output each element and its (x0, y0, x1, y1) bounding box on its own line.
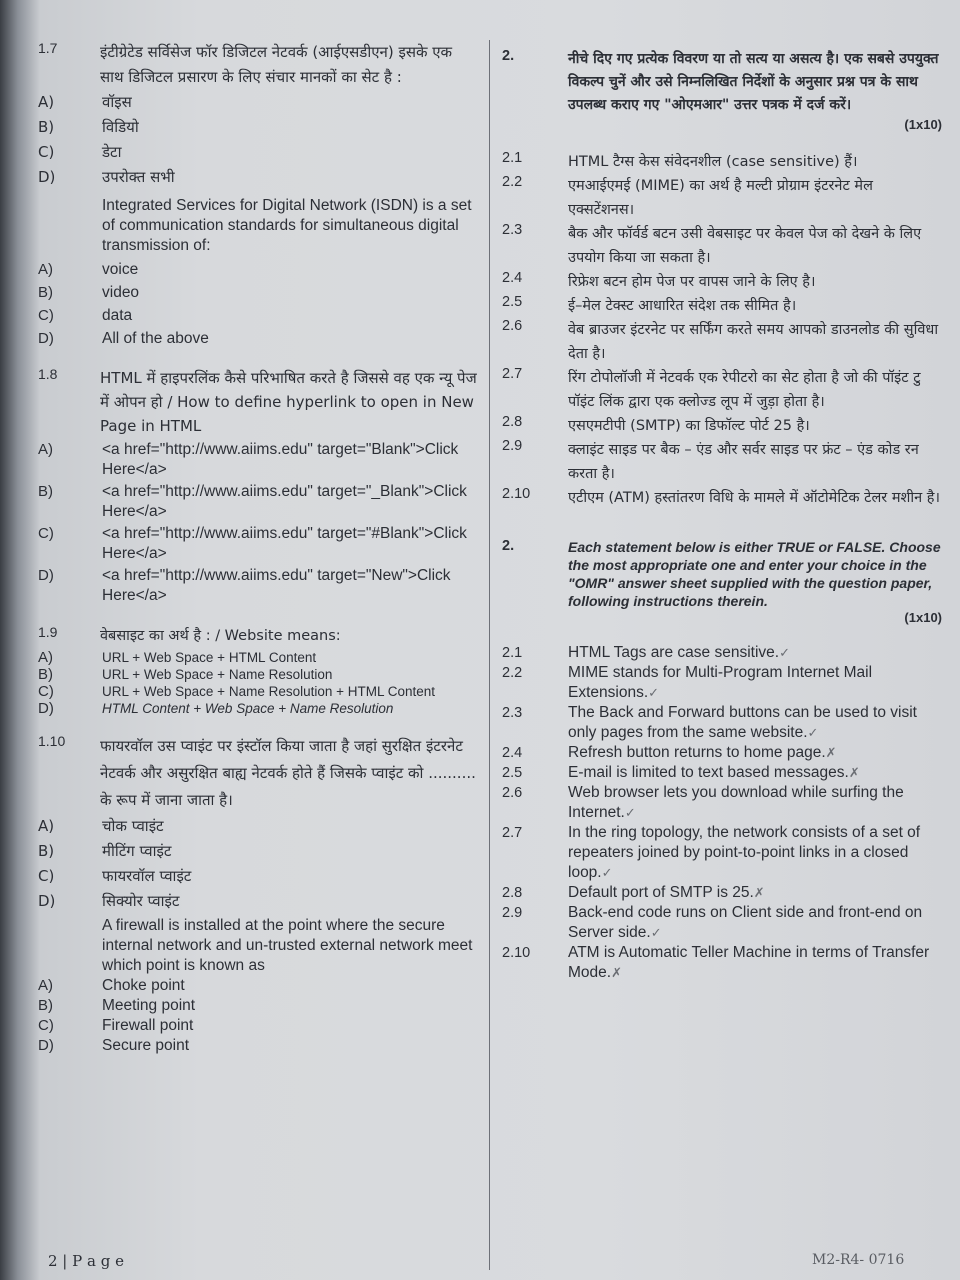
option: C) URL + Web Space + Name Resolution + HTML Content (38, 683, 436, 700)
question-number: 1.9 (38, 624, 58, 640)
section-instruction: नीचे दिए गए प्रत्येक विवरण या तो सत्य या असत्य है। एक सबसे उपयुक्त विकल्प चुनें और उसे निम्नलिखित निर्देशों के अनुसार प्रश्न पत्र के साथ उपलब्ध कराए गए "ओएमआर" उत्तर पत्रक में दर्ज करें। (568, 51, 939, 113)
section-number: 2. (502, 48, 515, 64)
cross-mark-icon: ✗ (848, 765, 860, 780)
option: C) <a href="http://www.aiims.edu" target="#Blank">Click Here</a> (38, 525, 467, 562)
statement-list (502, 643, 942, 983)
check-mark-icon: ✓ (779, 645, 790, 660)
statement: 2.3 बैक और फॉर्वर्ड बटन उसी वेबसाइट पर केवल पेज को देखने के लिए उपयोग किया जा सकता है। (502, 222, 922, 266)
cross-mark-icon: ✗ (753, 885, 765, 900)
option: C) डेटा (38, 143, 122, 161)
statement: 2.10 एटीएम (ATM) हस्तांतरण विधि के मामले में ऑटोमेटिक टेलर मशीन है। (502, 486, 940, 506)
option: C) data (38, 307, 133, 324)
option: A) चोक प्वाइंट (38, 817, 164, 835)
option: B) Meeting point (38, 997, 196, 1014)
statement: 2.8 एसएमटीपी (SMTP) का डिफॉल्ट पोर्ट 25 है। (502, 414, 810, 434)
statement: 2.9 Back-end code runs on Client side and front-end on Server side.✓ (502, 904, 923, 941)
check-mark-icon: ✓ (601, 865, 613, 880)
statement: 2.6 Web browser lets you download while surfing the Internet.✓ (502, 784, 904, 821)
hindi-options (38, 814, 478, 914)
option: D) उपरोक्त सभी (38, 168, 175, 186)
question-text: HTML में हाइपरलिंक कैसे परिभाषित करते है जिससे वह एक न्यू पेज में ओपन हो / How to define hyperlink to open in New Page in HTML (100, 369, 477, 435)
option: C) Firewall point (38, 1017, 194, 1034)
statement: 2.8 Default port of SMTP is 25.✗ (502, 884, 765, 901)
section-instruction: Each statement below is either TRUE or FALSE. Choose the most appropriate one and enter your choice in the "OMR" answer sheet supplied with the question paper, following instructions therein. (568, 539, 941, 609)
check-mark-icon: ✓ (648, 685, 660, 700)
section-number: 2. (502, 538, 515, 554)
right-column (502, 48, 942, 983)
question-1-10 (38, 733, 478, 1056)
option: A) <a href="http://www.aiims.edu" target="Blank">Click Here</a> (38, 441, 459, 478)
options (38, 649, 478, 717)
option: D) <a href="http://www.aiims.edu" target="New">Click Here</a> (38, 567, 451, 604)
column-divider (489, 40, 490, 1270)
english-options (38, 258, 478, 350)
option: A) voice (38, 261, 139, 278)
section-marks: (1x10) (904, 117, 942, 132)
option: B) video (38, 284, 140, 301)
statement: 2.6 वेब ब्राउजर इंटरनेट पर सर्फिंग करते समय आपको डाउनलोड की सुविधा देता है। (502, 318, 939, 362)
statement: 2.2 MIME stands for Multi-Program Internet Mail Extensions.✓ (502, 664, 873, 701)
english-options (38, 976, 478, 1056)
paper-code: M2-R4- 0716 (812, 1252, 905, 1268)
statement: 2.5 E-mail is limited to text based messages.✗ (502, 764, 860, 781)
option: D) Secure point (38, 1037, 190, 1054)
statement: 2.1 HTML Tags are case sensitive.✓ (502, 644, 790, 661)
question-number: 1.10 (38, 733, 66, 749)
options (38, 440, 478, 606)
statement: 2.3 The Back and Forward buttons can be used to visit only pages from the same website.✓ (502, 704, 917, 741)
statement: 2.7 In the ring topology, the network consists of a set of repeaters joined by point-to-point links in a closed loop.✓ (502, 824, 921, 881)
statement: 2.4 रिफ्रेश बटन होम पेज पर वापस जाने के लिए है। (502, 270, 816, 290)
statement: 2.2 एमआईएमई (MIME) का अर्थ है मल्टी प्रोग्राम इंटरनेट मेल एक्सटेंशनस। (502, 174, 873, 218)
cross-mark-icon: ✗ (825, 745, 837, 760)
statement: 2.1 HTML टैग्स केस संवेदनशील (case sensitive) हैं। (502, 150, 858, 170)
statement: 2.5 ई–मेल टेक्स्ट आधारित संदेश तक सीमित है। (502, 294, 797, 314)
hindi-options (38, 90, 478, 190)
question-number: 1.8 (38, 366, 58, 382)
option: A) वॉइस (38, 93, 132, 111)
option: B) मीटिंग प्वाइंट (38, 842, 172, 860)
question-1-9 (38, 624, 478, 717)
statement: 2.7 रिंग टोपोलॉजी में नेटवर्क एक रेपीटरो का सेट होता है जो की पॉइंट टु पॉइंट लिंक द्वारा एक क्लोज्ड लूप में जुड़ा होता है। (502, 366, 921, 410)
cross-mark-icon: ✗ (611, 965, 622, 980)
question-text-english: Integrated Services for Digital Network (ISDN) is a set of communication standards for simultaneous digital transmission of: (102, 197, 472, 254)
option: D) HTML Content + Web Space + Name Resolution (38, 700, 394, 717)
statement-list (502, 150, 942, 510)
check-mark-icon: ✓ (624, 805, 636, 820)
option: D) All of the above (38, 330, 209, 347)
section-2-english (502, 538, 942, 983)
option: A) Choke point (38, 977, 185, 994)
check-mark-icon: ✓ (650, 925, 662, 940)
option: B) <a href="http://www.aiims.edu" target="_Blank">Click Here</a> (38, 483, 467, 520)
statement: 2.9 क्लाइंट साइड पर बैक – एंड और सर्वर साइड पर फ्रंट – एंड कोड रन करता है। (502, 438, 919, 482)
section-2-hindi (502, 48, 942, 510)
question-number: 1.7 (38, 40, 58, 56)
statement: 2.4 Refresh button returns to home page.✗ (502, 744, 837, 761)
question-1-7 (38, 40, 478, 350)
page-number: 2 | P a g e (48, 1252, 124, 1270)
question-text: वेबसाइट का अर्थ है : / Website means: (100, 628, 341, 644)
option: A) URL + Web Space + HTML Content (38, 649, 317, 666)
question-text-hindi: फायरवॉल उस प्वाइंट पर इंस्टॉल किया जाता है जहां सुरक्षित इंटरनेट नेटवर्क और असुरक्षित बाह्य नेटवर्क होते हैं जिसके प्वाइंट को .......... के रूप में जाना जाता है। (100, 737, 476, 809)
question-text-hindi: इंटीग्रेटेड सर्विसेज फॉर डिजिटल नेटवर्क (आईएसडीएन) इसके एक साथ डिजिटल प्रसारण के लिए संचार मानकों का सेट है : (100, 43, 453, 86)
option: D) सिक्योर प्वाइंट (38, 892, 180, 910)
left-column (38, 40, 478, 1056)
option: B) विडियो (38, 118, 139, 136)
statement: 2.10 ATM is Automatic Teller Machine in terms of Transfer Mode.✗ (502, 944, 930, 981)
option: B) URL + Web Space + Name Resolution (38, 666, 333, 683)
section-marks: (1x10) (904, 610, 942, 625)
check-mark-icon: ✓ (807, 725, 819, 740)
option: C) फायरवॉल प्वाइंट (38, 867, 192, 885)
question-text-english: A firewall is installed at the point where the secure internal network and un-trusted external network meet which point is known as (102, 917, 473, 974)
question-1-8 (38, 366, 478, 606)
